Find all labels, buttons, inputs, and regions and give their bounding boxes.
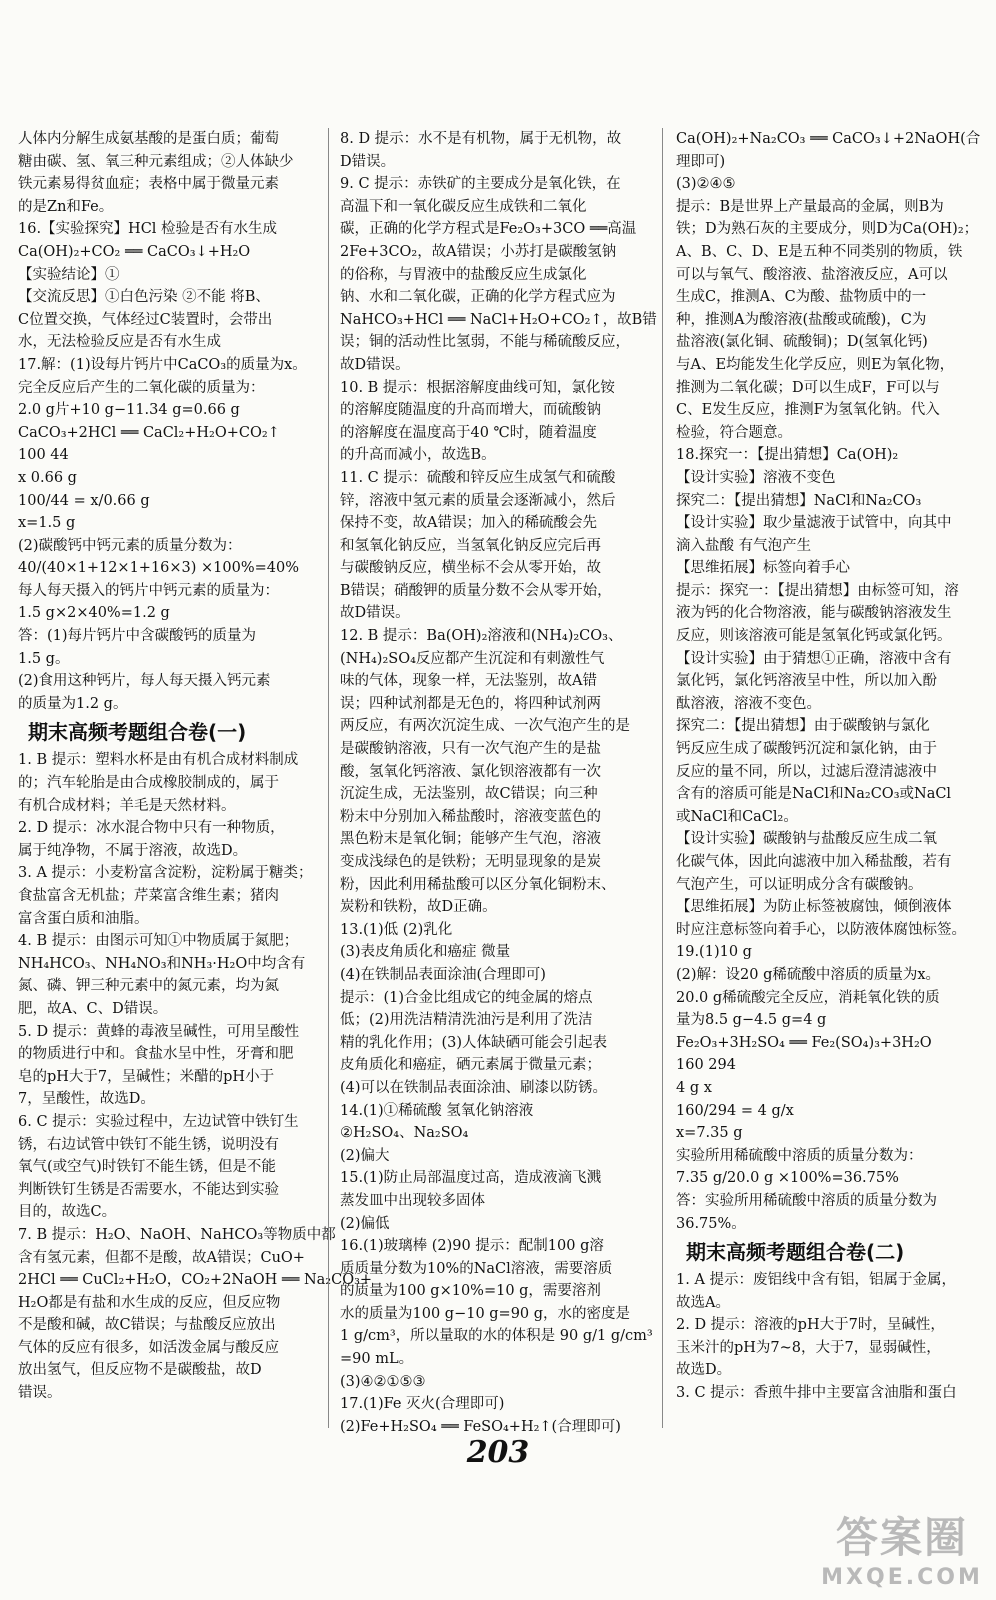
text-line: 17.(1)Fe 灭火(合理即可) [340, 1396, 505, 1413]
watermark-url: MXQE.COM [821, 1565, 983, 1590]
text-line: 的俗称，与胃液中的盐酸反应生成氯化 [340, 266, 587, 283]
text-line: 40/(40×1+12×1+16×3) ×100%=40% [18, 560, 300, 577]
text-line: 皮角质化和癌症，硒元素属于微量元素； [340, 1057, 601, 1074]
text-line: 3. A 提示：小麦粉富含淀粉，淀粉属于糖类； [18, 865, 313, 882]
text-line: (2)碳酸钙中钙元素的质量分数为： [18, 537, 242, 554]
text-line: 气泡产生，可以证明成分含有碳酸钠。 [676, 876, 923, 893]
text-line: 12. B 提示：Ba(OH)₂溶液和(NH₄)₂CO₃、 [340, 628, 623, 645]
text-line: 酞溶液，溶液不变色。 [676, 695, 821, 712]
text-line: 的溶解度在温度高于40 ℃时，随着温度 [340, 424, 597, 441]
text-line: 粉末中分别加入稀盐酸时，溶液变蓝色的 [340, 808, 601, 825]
text-line: 提示：B是世界上产量最高的金属，则B为 [676, 198, 944, 215]
text-line: 2Fe+3CO₂，故A错误；小苏打是碳酸氢钠 [340, 243, 617, 260]
text-line: 提示：探究一：【提出猜想】由标签可知，溶 [676, 582, 959, 599]
page-number: 203 [466, 1435, 530, 1470]
text-line: 质质量分数为10%的NaCl溶液，需要溶质 [340, 1260, 613, 1277]
text-line: x 0.66 g [18, 469, 77, 486]
text-line: 故选D。 [676, 1362, 732, 1379]
text-line: 高温下和一氧化碳反应生成铁和二氧化 [340, 198, 587, 215]
text-line: 18.探究一：【提出猜想】Ca(OH)₂ [676, 447, 899, 464]
text-line: 故D错误。 [340, 605, 410, 622]
text-line: 2.0 g片+10 g−11.34 g=0.66 g [18, 402, 240, 419]
text-line: 皂的pH大于7，呈碱性；米醋的pH小于 [18, 1068, 275, 1085]
text-line: 炭粉和铁粉，故D正确。 [340, 899, 497, 916]
text-line: (3)表皮角质化和癌症 微量 [340, 944, 511, 961]
text-line: (2)Fe+H₂SO₄ ══ FeSO₄+H₂↑(合理即可) [340, 1418, 621, 1435]
text-line: 反应的量不同，所以，过滤后澄清滤液中 [676, 763, 937, 780]
text-line: 16.【实验探究】HCl 检验是否有水生成 [18, 221, 278, 238]
text-line: 4 g x [676, 1079, 712, 1096]
text-line: Fe₂O₃+3H₂SO₄ ══ Fe₂(SO₄)₃+3H₂O [676, 1034, 932, 1051]
text-line: NH₄HCO₃、NH₄NO₃和NH₃·H₂O中均含有 [18, 955, 306, 972]
text-line: 检验，符合题意。 [676, 424, 792, 441]
text-line: 生成C，推测A、C为酸、盐物质中的一 [676, 289, 927, 306]
text-line: 理即可) [676, 153, 726, 170]
text-line: 低；(2)用洗洁精清洗油污是利用了洗洁 [340, 1012, 593, 1029]
text-line: 7.35 g/20.0 g ×100%=36.75% [676, 1170, 899, 1187]
text-line: (4)可以在铁制品表面涂油、刷漆以防锈。 [340, 1079, 608, 1096]
text-line: 时应注意标签向着手心，以防液体腐蚀标签。 [676, 921, 966, 938]
text-line: 钠、水和二氧化碳，正确的化学方程式应为 [340, 289, 616, 306]
text-line: 5. D 提示：黄蜂的毒液呈碱性，可用呈酸性 [18, 1023, 300, 1040]
text-line: 的质量为100 g×10%=10 g，需要溶剂 [340, 1283, 601, 1300]
text-line: 错误。 [18, 1385, 62, 1402]
text-line: 是碳酸钠溶液，只有一次气泡产生的是盐 [340, 741, 601, 758]
text-line: 160 294 [676, 1057, 736, 1074]
text-line: Ca(OH)₂+CO₂ ══ CaCO₃↓+H₂O [18, 243, 251, 260]
text-line: (2)食用这种钙片，每人每天摄入钙元素 [18, 673, 271, 690]
text-line: 答：实验所用稀硫酸中溶质的质量分数为 [676, 1192, 937, 1209]
text-line: NaHCO₃+HCl ══ NaCl+H₂O+CO₂↑，故B错 [340, 311, 657, 328]
text-line: 氮、磷、钾三种元素中的氮元素，均为氮 [18, 978, 279, 995]
text-line: 精的乳化作用；(3)人体缺硒可能会引起表 [340, 1034, 608, 1051]
text-line: 可以与氧气、酸溶液、盐溶液反应，A可以 [676, 266, 948, 283]
text-line: 100 44 [18, 447, 69, 464]
text-line: 铁；D为熟石灰的主要成分，则D为Ca(OH)₂； [676, 221, 979, 238]
text-line: 有机合成材料；羊毛是天然材料。 [18, 797, 236, 814]
text-line: 不是酸和碱，故C错误；与盐酸反应放出 [18, 1317, 276, 1334]
column-divider [328, 128, 329, 1428]
text-line: 1.5 g×2×40%=1.2 g [18, 605, 170, 622]
text-line: 1 g/cm³，所以量取的水的体积是 90 g/1 g/cm³ [340, 1328, 653, 1345]
text-line: 富含蛋白质和油脂。 [18, 910, 149, 927]
section-heading: 期末高频考题组合卷(一) [28, 720, 247, 745]
text-line: 16.(1)玻璃棒 (2)90 提示：配制100 g溶 [340, 1238, 604, 1255]
text-line: (2)偏大 [340, 1147, 390, 1164]
text-line: 保持不变，故A错误；加入的稀硫酸会先 [340, 515, 597, 532]
text-line: 7，呈酸性，故选D。 [18, 1091, 155, 1108]
text-line: 【设计实验】溶液不变色 [676, 469, 836, 486]
text-line: 【设计实验】取少量滤液于试管中，向其中 [676, 515, 952, 532]
text-line: (3)④②①⑤③ [340, 1373, 426, 1390]
watermark-title: 答案圈 [835, 1513, 968, 1562]
text-line: 或NaCl和CaCl₂。 [676, 808, 798, 825]
text-line: (2)解：设20 g稀硫酸中溶质的质量为x。 [676, 966, 941, 983]
column-divider [662, 128, 663, 1428]
text-line: 【思维拓展】为防止标签被腐蚀，倾倒液体 [676, 899, 952, 916]
text-line: 铁元素易得贫血症；表格中属于微量元素 [18, 176, 279, 193]
text-line: 14.(1)①稀硫酸 氢氧化钠溶液 [340, 1102, 534, 1119]
text-line: 10. B 提示：根据溶解度曲线可知，氯化铵 [340, 379, 615, 396]
text-line: 锈，右边试管中铁钉不能生锈，说明没有 [18, 1136, 279, 1153]
text-line: 2HCl ══ CuCl₂+H₂O，CO₂+2NaOH ══ Na₂CO₃+ [18, 1272, 373, 1289]
text-line: 玉米汁的pH为7~8，大于7，显弱碱性， [676, 1339, 941, 1356]
text-line: 放出氢气，但反应物不是碳酸盐，故D [18, 1362, 262, 1379]
text-line: 实验所用稀硫酸中溶质的质量分数为： [676, 1147, 923, 1164]
text-column-2 [340, 128, 657, 1438]
text-line: 100/44 = x/0.66 g [18, 492, 150, 509]
text-line: B错误；硝酸钾的质量分数不会从零开始， [340, 582, 612, 599]
text-line: 的溶解度随温度的升高而增大，而硫酸钠 [340, 402, 601, 419]
text-line: 食盐富含无机盐；芹菜富含维生素；猪肉 [18, 888, 279, 904]
text-column-3 [676, 128, 981, 1405]
text-line: 17.解：(1)设每片钙片中CaCO₃的质量为x。 [18, 356, 307, 373]
text-line: 与A、E均能发生化学反应，则E为氧化物， [676, 356, 955, 373]
text-line: 化碳气体，因此向滤液中加入稀盐酸，若有 [676, 854, 952, 870]
text-line: 钙反应生成了碳酸钙沉淀和氯化钠，由于 [676, 741, 937, 758]
text-line: x=7.35 g [676, 1125, 743, 1142]
text-line: 粉，因此利用稀盐酸可以区分氧化铜粉末、 [340, 876, 616, 893]
text-line: 提示：(1)合金比组成它的纯金属的熔点 [340, 989, 593, 1006]
text-line: 气体的反应有很多，如活泼金属与酸反应 [18, 1339, 279, 1356]
text-line: 两反应，有两次沉淀生成、一次气泡产生的是 [340, 718, 630, 735]
text-line: 人体内分解生成氨基酸的是蛋白质；葡萄 [18, 131, 279, 147]
text-line: 锌，溶液中氢元素的质量会逐渐减小，然后 [340, 492, 616, 509]
text-line: 含有的溶质可能是NaCl和Na₂CO₃或NaCl [676, 786, 952, 803]
text-line: 完全反应后产生的二氧化碳的质量为： [18, 379, 265, 396]
text-line: 1. A 提示：废铝线中含有铝，铝属于金属， [676, 1272, 957, 1289]
text-line: 1.5 g。 [18, 650, 70, 667]
text-line: 属于纯净物，不属于溶液，故选D。 [18, 842, 248, 859]
text-line: 13.(1)低 (2)乳化 [340, 921, 453, 938]
text-line: 探究二：【提出猜想】由于碳酸钠与氯化 [676, 718, 930, 735]
text-line: 水，无法检验反应是否有水生成 [18, 334, 221, 351]
text-line: H₂O都是有盐和水生成的反应，但反应物 [18, 1294, 281, 1311]
text-line: 8. D 提示：水不是有机物，属于无机物，故 [340, 131, 622, 147]
text-line: 6. C 提示：实验过程中，左边试管中铁钉生 [18, 1113, 299, 1130]
text-line: 2. D 提示：冰水混合物中只有一种物质， [18, 820, 285, 837]
text-line: 19.(1)10 g [676, 944, 752, 961]
text-line: 肥，故A、C、D错误。 [18, 1000, 168, 1017]
text-line: 15.(1)防止局部温度过高，造成液滴飞溅 [340, 1170, 602, 1187]
text-line: 的是Zn和Fe。 [18, 198, 114, 215]
text-line: 黑色粉末是氧化铜；能够产生气泡，溶液 [340, 831, 601, 848]
text-line: 答：(1)每片钙片中含碳酸钙的质量为 [18, 628, 257, 645]
text-line: 量为8.5 g−4.5 g=4 g [676, 1012, 827, 1029]
text-line: (2)偏低 [340, 1215, 390, 1232]
text-line: 沉淀生成，无法鉴别，故C错误；向三种 [340, 786, 598, 803]
text-line: 滴入盐酸 有气泡产生 [676, 537, 812, 554]
text-line: 含有氢元素，但都不是酸，故A错误；CuO+ [18, 1249, 305, 1266]
text-line: 蒸发皿中出现较多固体 [340, 1192, 485, 1209]
text-line: (3)②④⑤ [676, 176, 736, 193]
text-line: 11. C 提示：硫酸和锌反应生成氢气和硫酸 [340, 469, 616, 486]
watermark-logo [812, 1505, 992, 1590]
text-line: x=1.5 g [18, 515, 76, 532]
text-line: 【设计实验】由于猜想①正确，溶液中含有 [676, 650, 952, 667]
text-line: 酸，氢氧化钙溶液、氯化钡溶液都有一次 [340, 763, 601, 780]
text-line: 判断铁钉生锈是否需要水，不能达到实验 [18, 1181, 279, 1198]
text-line: 糖由碳、氢、氧三种元素组成；②人体缺少 [18, 153, 294, 170]
text-line: 种，推测A为酸溶液(盐酸或硫酸)，C为 [676, 311, 927, 328]
text-line: Ca(OH)₂+Na₂CO₃ ══ CaCO₃↓+2NaOH(合 [676, 131, 981, 147]
text-line: =90 mL。 [340, 1351, 414, 1368]
text-line: 味的气体，现象一样，无法鉴别，故A错 [340, 673, 597, 690]
text-line: 【设计实验】碳酸钠与盐酸反应生成二氧 [676, 831, 937, 848]
text-line: 的物质进行中和。食盐水呈中性，牙膏和肥 [18, 1046, 294, 1063]
text-line: 故选A。 [676, 1294, 730, 1311]
text-line: 误；铜的活动性比氢弱，不能与稀硫酸反应， [340, 334, 630, 351]
text-line: ②H₂SO₄、Na₂SO₄ [340, 1125, 469, 1142]
text-line: (4)在铁制品表面涂油(合理即可) [340, 966, 546, 983]
text-line: 36.75%。 [676, 1215, 746, 1232]
text-line: 水的质量为100 g−10 g=90 g，水的密度是 [340, 1305, 631, 1322]
text-line: 【实验结论】① [18, 266, 120, 283]
text-line: CaCO₃+2HCl ══ CaCl₂+H₂O+CO₂↑ [18, 424, 280, 441]
text-line: 液为钙的化合物溶液，能与碳酸钠溶液发生 [676, 605, 952, 622]
text-line: 误；四种试剂都是无色的，将四种试剂两 [340, 695, 601, 712]
text-line: 的；汽车轮胎是由合成橡胶制成的，属于 [18, 775, 279, 792]
text-line: 的质量为1.2 g。 [18, 695, 128, 712]
section-heading: 期末高频考题组合卷(二) [686, 1240, 905, 1265]
text-line: 反应，则该溶液可能是氢氧化钙或氯化钙。 [676, 628, 952, 645]
text-line: 1. B 提示：塑料水杯是由有机合成材料制成 [18, 752, 299, 769]
text-line: 3. C 提示：香煎牛排中主要富含油脂和蛋白 [676, 1385, 957, 1402]
text-line: 4. B 提示：由图示可知①中物质属于氮肥； [18, 933, 299, 950]
text-line: D错误。 [340, 153, 396, 170]
text-line: 氯化钙，氯化钙溶液呈中性，所以加入酚 [676, 673, 937, 690]
text-line: C、E发生反应，推测F为氢氧化钠。代入 [676, 402, 940, 419]
text-line: 9. C 提示：赤铁矿的主要成分是氧化铁，在 [340, 176, 621, 193]
text-line: 故D错误。 [340, 356, 410, 373]
text-line: 的升高而减小，故选B。 [340, 447, 496, 464]
text-line: 7. B 提示：H₂O、NaOH、NaHCO₃等物质中都 [18, 1226, 336, 1243]
text-line: 推测为二氧化碳；D可以生成F，F可以与 [676, 379, 940, 396]
text-line: 和氢氧化钠反应，当氢氧化钠反应完后再 [340, 537, 601, 554]
text-line: 2. D 提示：溶液的pH大于7时，呈碱性， [676, 1317, 945, 1334]
text-line: (NH₄)₂SO₄反应都产生沉淀和有刺激性气 [340, 650, 605, 667]
text-line: 目的，故选C。 [18, 1204, 117, 1221]
text-line: 【交流反思】①白色污染 ②不能 将B、 [18, 289, 270, 306]
text-line: 碳，正确的化学方程式是Fe₂O₃+3CO ══高温 [340, 221, 637, 238]
text-line: A、B、C、D、E是五种不同类别的物质，铁 [676, 243, 963, 260]
text-line: 盐溶液(氯化铜、硫酸铜)；D(氢氧化钙) [676, 334, 928, 351]
text-line: 与碳酸钠反应，横坐标不会从零开始，故 [340, 560, 601, 577]
text-line: 探究二：【提出猜想】NaCl和Na₂CO₃ [676, 492, 922, 509]
text-line: 氧气(或空气)时铁钉不能生锈，但是不能 [18, 1159, 276, 1176]
text-line: 【思维拓展】标签向着手心 [676, 560, 850, 577]
text-line: 每人每天摄入的钙片中钙元素的质量为： [18, 582, 279, 599]
text-line: 20.0 g稀硫酸完全反应，消耗氧化铁的质 [676, 989, 940, 1006]
text-line: C位置交换，气体经过C装置时，会带出 [18, 311, 273, 328]
text-line: 变成浅绿色的是铁粉；无明显现象的是炭 [340, 854, 601, 870]
text-line: 160/294 = 4 g/x [676, 1102, 794, 1119]
